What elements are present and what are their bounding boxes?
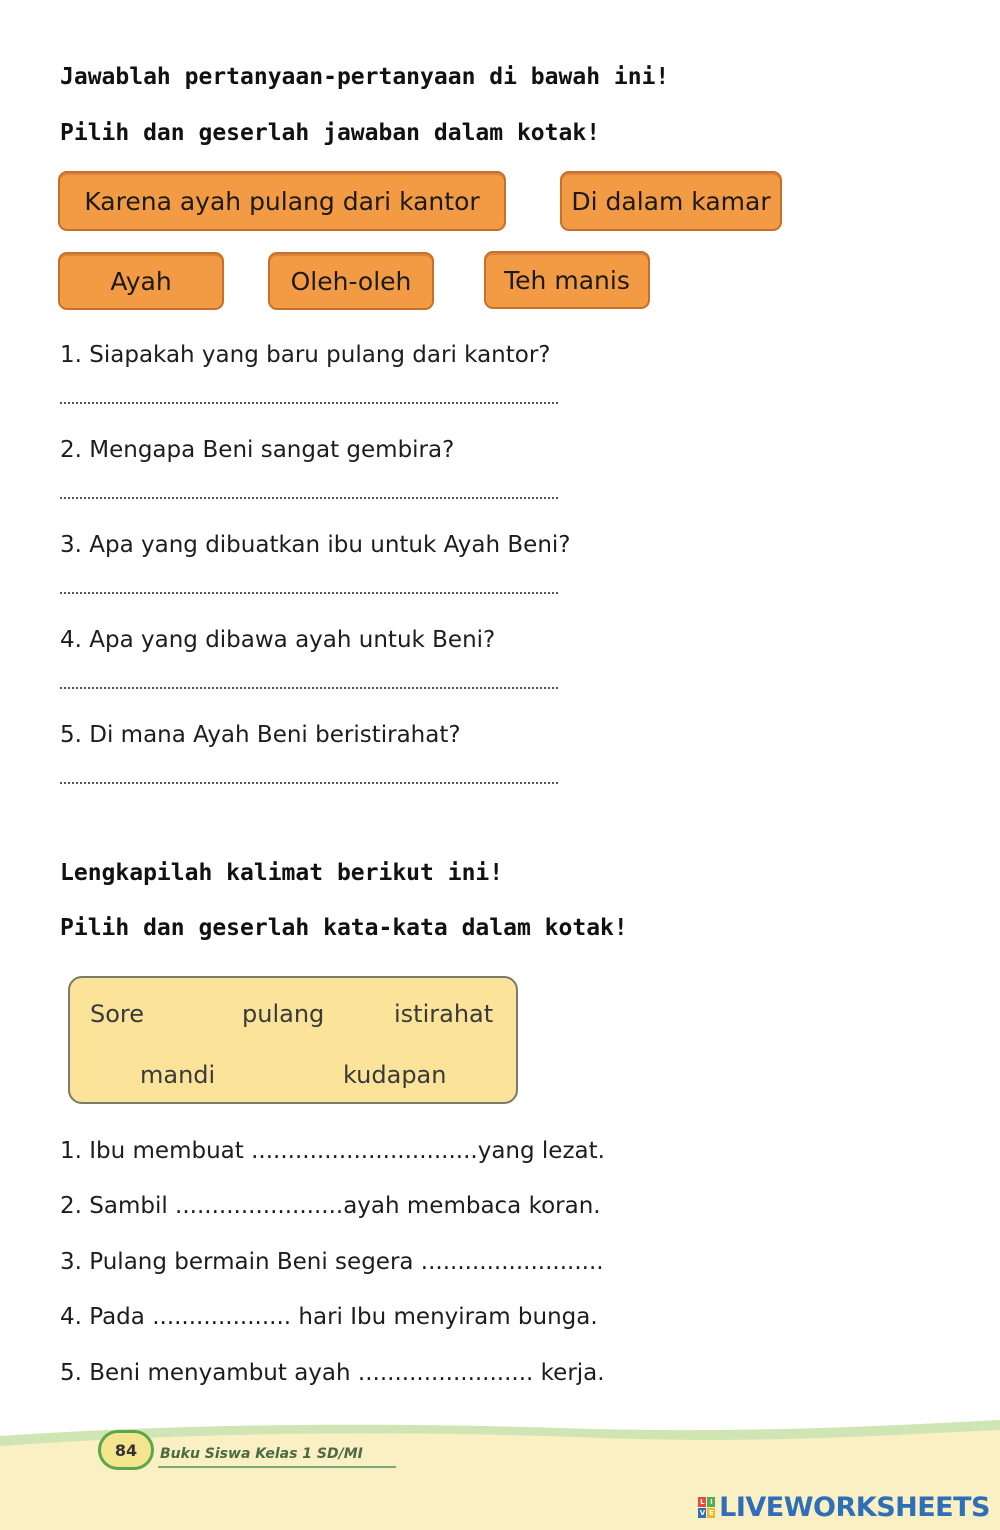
instruction-drag-words: Pilih dan geserlah kata-kata dalam kotak! <box>60 915 628 941</box>
answer-drop-zone-3[interactable] <box>60 592 558 594</box>
answer-chip-ayah[interactable]: Ayah <box>58 252 224 310</box>
question-3: 3. Apa yang dibuatkan ibu untuk Ayah Beni? <box>60 532 571 558</box>
question-1: 1. Siapakah yang baru pulang dari kantor? <box>60 342 551 368</box>
answer-chip-teh-manis[interactable]: Teh manis <box>484 251 650 309</box>
instruction-drag-answers: Pilih dan geserlah jawaban dalam kotak! <box>60 120 601 146</box>
sentence-2[interactable]: 2. Sambil .......................ayah membaca koran. <box>60 1193 601 1219</box>
answer-chip-oleh-oleh[interactable]: Oleh-oleh <box>268 252 434 310</box>
instruction-answer-questions: Jawablah pertanyaan-pertanyaan di bawah ini! <box>60 64 670 90</box>
answer-drop-zone-4[interactable] <box>60 687 558 689</box>
question-4: 4. Apa yang dibawa ayah untuk Beni? <box>60 627 496 653</box>
word-pulang[interactable]: pulang <box>242 1000 325 1028</box>
answer-drop-zone-5[interactable] <box>60 782 558 784</box>
answer-drop-zone-2[interactable] <box>60 497 558 499</box>
word-istirahat[interactable]: istirahat <box>394 1000 494 1028</box>
liveworksheets-brand <box>698 1492 990 1523</box>
question-5: 5. Di mana Ayah Beni beristirahat? <box>60 722 461 748</box>
page-number-badge: 84 <box>98 1430 154 1470</box>
answer-drop-zone-1[interactable] <box>60 402 558 404</box>
question-2: 2. Mengapa Beni sangat gembira? <box>60 437 455 463</box>
liveworksheets-logo-icon: L I V E <box>699 1498 714 1517</box>
sentence-1[interactable]: 1. Ibu membuat ...............................yang lezat. <box>60 1138 605 1164</box>
word-sore[interactable]: Sore <box>90 1000 145 1028</box>
word-bank <box>68 976 518 1104</box>
answer-chip-di-dalam-kamar[interactable]: Di dalam kamar <box>560 171 782 231</box>
book-label-underline <box>158 1466 396 1468</box>
sentence-5[interactable]: 5. Beni menyambut ayah ........................ kerja. <box>60 1360 605 1386</box>
answer-chip-karena-ayah-pulang[interactable]: Karena ayah pulang dari kantor <box>58 171 506 231</box>
liveworksheets-wordmark: LIVEWORKSHEETS <box>719 1492 990 1523</box>
book-label: Buku Siswa Kelas 1 SD/MI <box>160 1446 363 1462</box>
sentence-3[interactable]: 3. Pulang bermain Beni segera ......................... <box>60 1249 604 1275</box>
word-kudapan[interactable]: kudapan <box>343 1061 447 1089</box>
word-mandi[interactable]: mandi <box>140 1061 216 1089</box>
instruction-complete-sentences: Lengkapilah kalimat berikut ini! <box>60 860 504 886</box>
sentence-4[interactable]: 4. Pada ................... hari Ibu menyiram bunga. <box>60 1304 598 1330</box>
